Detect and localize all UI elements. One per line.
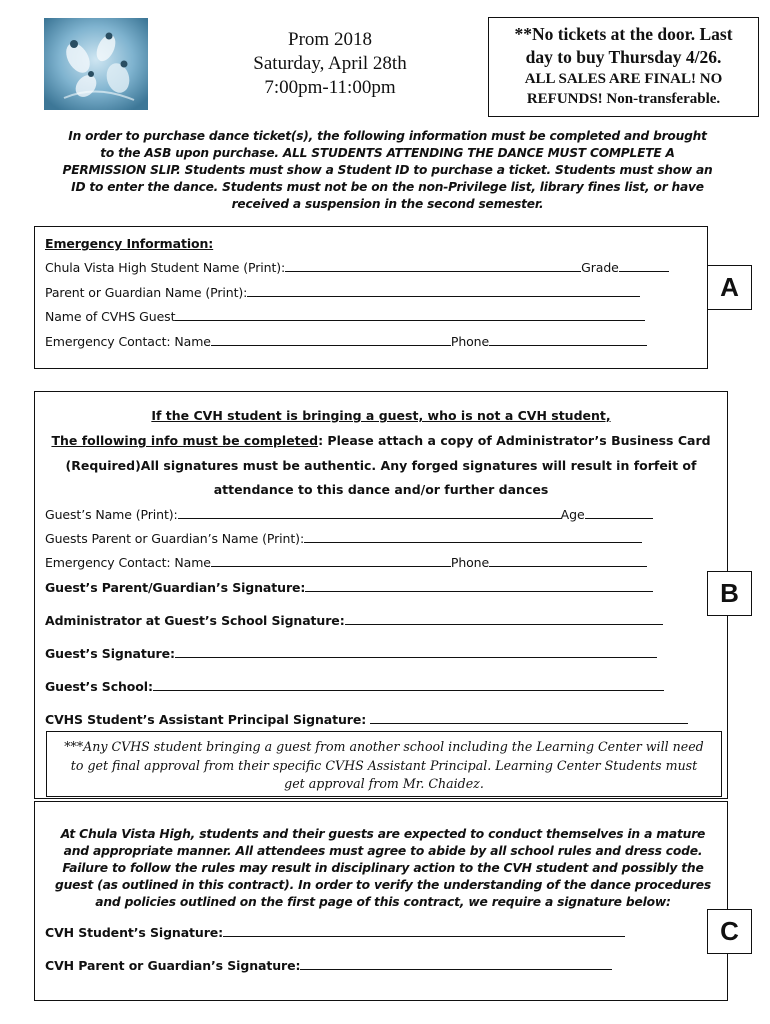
grade-label: Grade [581,260,619,275]
guest-parent-signature-row: Guest’s Parent/Guardian’s Signature: [45,580,653,595]
guest-info-line-3: attendance to this dance and/or further dances [213,482,549,497]
student-signature-label: CVH Student’s Signature [45,925,219,940]
emergency-name-label: Emergency Contact: Name [45,334,211,349]
event-date: Saturday, April 28th [253,53,407,74]
emergency-name-field[interactable] [211,336,451,346]
event-details [230,28,430,100]
note-line: ***Any CVHS student bringing a guest from another school including the Learning Center will need [64,739,704,754]
info-required-rest: : Please attach a copy of Administrator’s Business Card [318,433,711,448]
purchase-instructions [30,128,745,213]
parent-signature-row: CVH Parent or Guardian’s Signature: [45,958,612,973]
section-c-marker: C [707,909,752,954]
section-b-marker: B [707,571,752,616]
dancers-photo [44,18,148,110]
guest-name-label: Guest’s Name (Print): [45,507,178,522]
guest-parent-signature-field[interactable] [305,582,653,592]
instruction-line: received a suspension in the second semester. [231,197,544,211]
parent-name-label: Parent or Guardian Name (Print): [45,285,248,300]
student-signature-field[interactable] [223,927,625,937]
grade-field[interactable] [619,262,669,272]
parent-name-row [45,285,640,300]
notice-line-1: **No tickets at the door. Last [514,24,733,44]
parent-name-field[interactable] [247,287,640,297]
guest-signature-field[interactable] [175,648,657,658]
emergency-heading-text: Emergency Information: [45,236,214,251]
student-name-label: Chula Vista High Student Name (Print): [45,260,286,275]
ap-signature-row [45,712,688,727]
guest-phone-label: Phone [450,555,490,570]
guest-parent-name-label: Guests Parent or Guardian’s Name (Print): [45,531,305,546]
conduct-line: At Chula Vista High, students and their guests are expected to conduct themselves in a mature [60,827,706,841]
guest-signature-row [45,646,657,661]
conduct-line: and policies outlined on the first page of this contract, we require a signature below: [95,895,671,909]
conduct-statement [48,826,718,911]
admin-signature-field[interactable] [345,615,663,625]
conduct-line: Failure to follow the rules may result in disciplinary action to the CVH student and possibly the [62,861,704,875]
phone-field[interactable] [489,336,647,346]
student-name-row [45,260,669,275]
parent-signature-label: CVH Parent or Guardian’s Signature [45,958,296,973]
admin-signature-row: Administrator at Guest’s School Signature: [45,613,663,628]
student-name-field[interactable] [285,262,581,272]
guest-signature-label: Guest’s Signature: [45,646,175,661]
age-label: Age [560,507,585,522]
notice-line-4: REFUNDS! Non-transferable. [526,91,721,107]
info-required-label: The following info must be completed [51,433,319,448]
guest-name-row [45,309,645,324]
phone-label: Phone [450,334,490,349]
guest-school-label: Guest’s School [45,679,148,694]
note-line: to get final approval from their specific CVHS Assistant Principal. Learning Center Students must [70,757,698,773]
guest-emergency-row [45,555,647,570]
guest-parent-signature-label: Guest’s Parent/Guardian’s Signature [45,580,301,595]
student-signature-row: CVH Student’s Signature: [45,925,625,940]
guest-info-line-2: (Required)All signatures must be authentic. Any forged signatures will result in forfeit of [65,458,697,473]
guest-parent-name-field[interactable] [304,533,642,543]
parent-signature-field[interactable] [300,960,612,970]
note-line: get approval from Mr. Chaidez. [284,776,484,791]
event-time: 7:00pm-11:00pm [264,77,396,98]
notice-line-3: ALL SALES ARE FINAL! NO [524,71,723,87]
instruction-line: In order to purchase dance ticket(s), the following information must be completed and brought [68,129,707,143]
ap-signature-label: CVHS Student’s Assistant Principal Signature: [45,712,371,727]
instruction-line: PERMISSION SLIP. Students must show a Student ID to purchase a ticket. Students must show an [62,163,713,177]
conduct-line: guest (as outlined in this contract). In order to verify the understanding of the dance procedures [54,878,712,892]
approval-note-box [46,731,722,797]
age-field[interactable] [585,509,653,519]
conduct-line: and appropriate manner. All attendees must agree to abide by all school rules and dress code. [63,844,703,858]
ap-signature-field[interactable] [370,714,688,724]
emergency-contact-row [45,334,647,349]
cvhs-guest-label: Name of CVHS Guest [45,309,176,324]
section-a-marker: A [707,265,752,310]
notice-line-2: day to buy Thursday 4/26. [525,47,722,67]
ticket-notice-box [488,17,759,117]
cvhs-guest-field[interactable] [175,311,645,321]
guest-school-field[interactable] [153,681,664,691]
instruction-line: ID to enter the dance. Students must not be on the non-Privilege list, library fines list, or have [71,180,704,194]
guest-phone-field[interactable] [489,557,647,567]
event-title: Prom 2018 [288,29,372,50]
guest-parent-name-row [45,531,642,546]
guest-heading: If the CVH student is bringing a guest, who is not a CVH student, [151,408,611,423]
admin-signature-label: Administrator at Guest’s School Signature [45,613,340,628]
guest-emergency-name-field[interactable] [211,557,451,567]
guest-name-field[interactable] [178,509,561,519]
emergency-heading [45,236,213,251]
guest-school-row: Guest’s School: [45,679,664,694]
instruction-line: to the ASB upon purchase. ALL STUDENTS ATTENDING THE DANCE MUST COMPLETE A [100,146,675,160]
guest-name-print-row [45,507,653,522]
dancers-illustration [44,18,148,110]
guest-info-line-1 [34,433,728,448]
guest-emergency-name-label: Emergency Contact: Name [45,555,211,570]
